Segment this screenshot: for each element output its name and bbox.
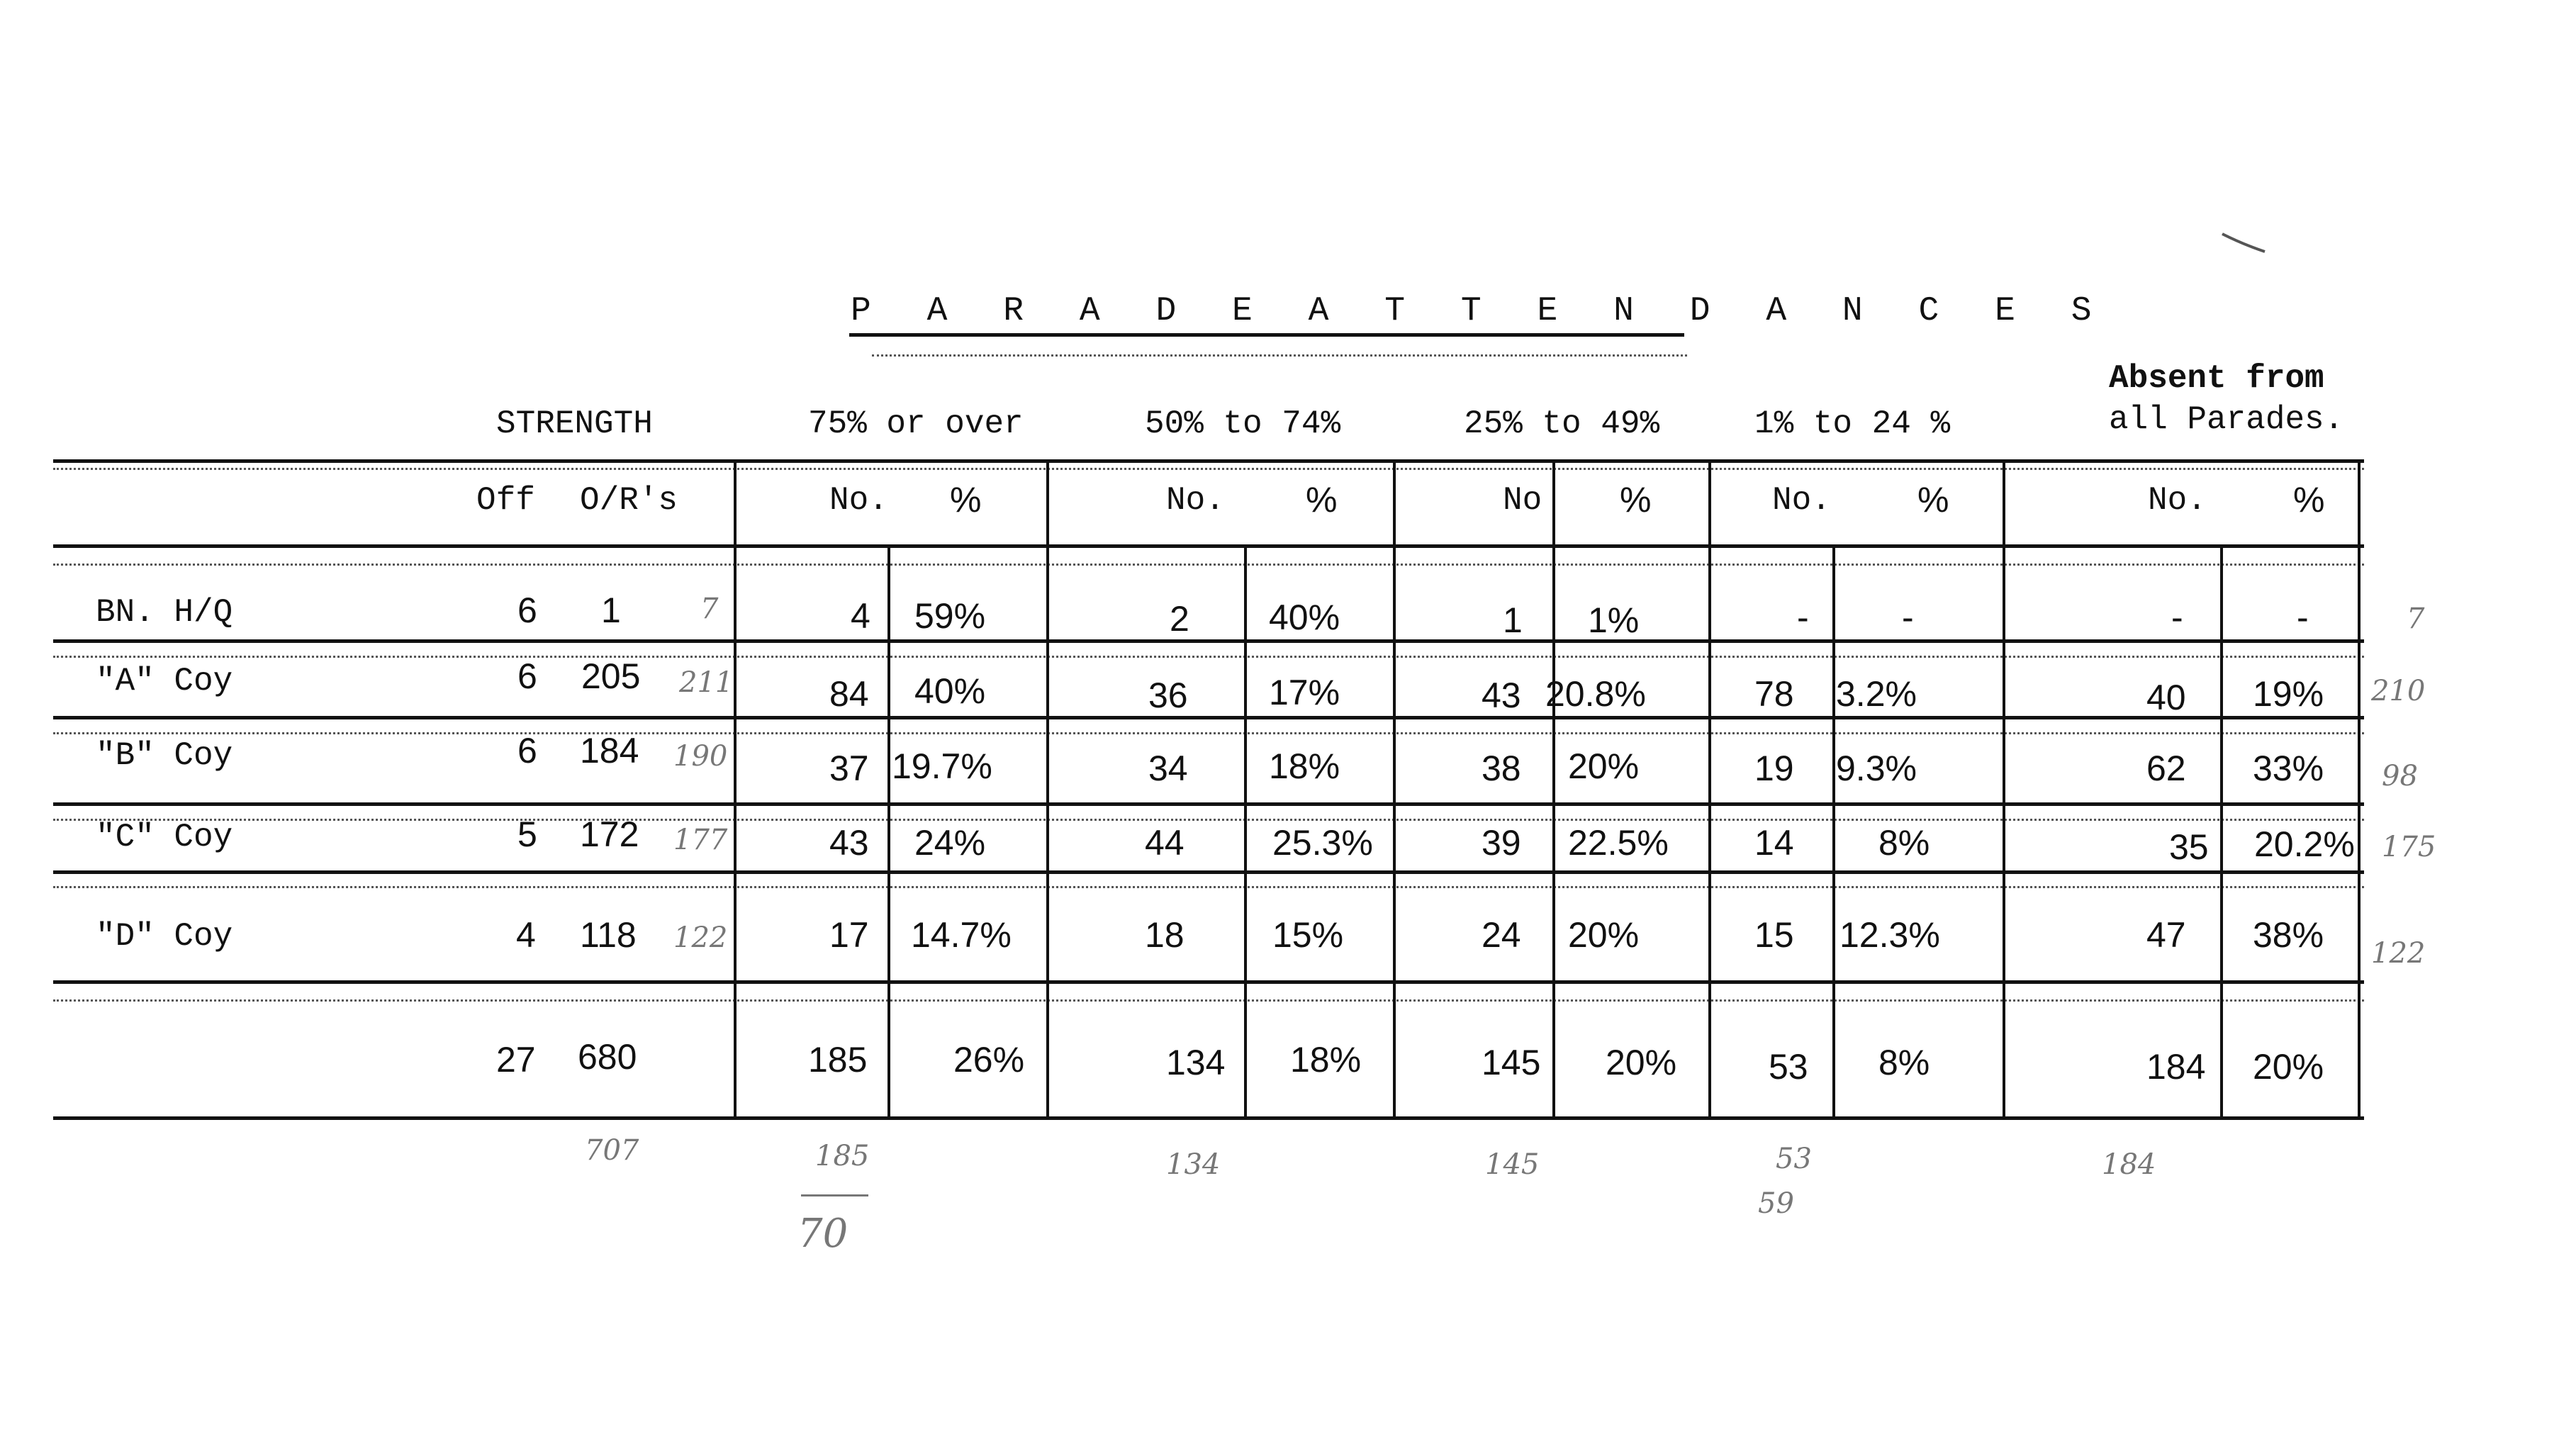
right-margin-note: 175 xyxy=(2382,831,2436,863)
cell-b3-pct: 20.8% xyxy=(1545,674,1646,714)
row-rule-1 xyxy=(53,639,2364,643)
cell-b4-no: - xyxy=(1797,598,1809,637)
cell-b1-no: 37 xyxy=(829,749,869,788)
header-absent-line2: all Parades. xyxy=(2109,401,2344,438)
col-rule-b2-split xyxy=(1244,546,1247,1119)
subheader-b3-pct: % xyxy=(1620,480,1652,520)
header-absent-line1: Absent from xyxy=(2109,360,2324,397)
cell-b2-no: 18 xyxy=(1145,915,1185,955)
cell-off: 5 xyxy=(517,814,537,854)
col-rule-b3 xyxy=(1708,459,1711,1119)
total-ab-pct: 20% xyxy=(2253,1047,2324,1087)
cell-b3-pct: 20% xyxy=(1568,915,1640,955)
cell-b3-no: 38 xyxy=(1482,749,1521,788)
title-dotted-rule xyxy=(872,354,1687,357)
pencil-total-b1: 185 xyxy=(815,1140,870,1172)
subheader-b4-pct: % xyxy=(1917,480,1949,520)
header-band-50-to-74: 50% to 74% xyxy=(1145,405,1341,442)
page-title: P A R A D E A T T E N D A N C E S xyxy=(851,292,2110,330)
pencil-total-absent: 184 xyxy=(2102,1148,2156,1181)
subheader-off: Off xyxy=(476,482,535,519)
col-rule-b1-split xyxy=(887,546,890,1119)
cell-ab-pct: - xyxy=(2297,598,2309,637)
cell-b2-no: 2 xyxy=(1170,599,1189,639)
cell-b3-no: 39 xyxy=(1482,823,1521,863)
row-label: "B" Coy xyxy=(96,737,233,774)
cell-b1-pct: 19.7% xyxy=(892,746,992,786)
cell-b2-pct: 17% xyxy=(1269,673,1340,712)
total-b2-pct: 18% xyxy=(1290,1040,1362,1080)
subheader-b1-pct: % xyxy=(950,480,982,520)
header-strength: STRENGTH xyxy=(496,405,653,442)
row-dotted-rule-0 xyxy=(53,564,2364,566)
cell-b4-pct: - xyxy=(1902,598,1914,637)
right-margin-note: 210 xyxy=(2371,675,2426,707)
cell-b3-pct: 1% xyxy=(1588,600,1640,640)
cell-off: 4 xyxy=(516,915,536,955)
right-margin-note: 98 xyxy=(2382,760,2418,792)
cell-b3-pct: 22.5% xyxy=(1568,823,1669,863)
cell-b1-no: 17 xyxy=(829,915,869,955)
total-b2-no: 134 xyxy=(1166,1043,1226,1082)
total-ab-no: 184 xyxy=(2146,1047,2206,1087)
total-b1-pct: 26% xyxy=(953,1040,1025,1080)
pencil-total-b4: 53 xyxy=(1776,1143,1812,1175)
row-dotted-rule-2 xyxy=(53,732,2364,734)
row-label: "C" Coy xyxy=(96,819,233,856)
subheader-b3-no: No xyxy=(1503,482,1542,519)
header-band-25-to-49: 25% to 49% xyxy=(1464,405,1660,442)
subheader-ab-pct: % xyxy=(2293,480,2325,520)
cell-ab-pct: 38% xyxy=(2253,915,2324,955)
cell-b2-pct: 18% xyxy=(1269,746,1340,786)
cell-b3-no: 43 xyxy=(1482,676,1521,715)
right-margin-note: 122 xyxy=(2371,937,2426,970)
subheader-b4-no: No. xyxy=(1772,482,1831,519)
header-band-1-to-24: 1% to 24 % xyxy=(1754,405,1951,442)
cell-off: 6 xyxy=(517,656,537,696)
cell-ab-pct: 19% xyxy=(2253,674,2324,714)
subheader-rule xyxy=(53,544,2364,548)
total-b4-pct: 8% xyxy=(1878,1043,1930,1082)
cell-ors: 1 xyxy=(601,590,621,630)
cell-ab-no: 35 xyxy=(2169,827,2209,867)
header-band-75-or-over: 75% or over xyxy=(808,405,1024,442)
row-dotted-rule-5 xyxy=(53,999,2364,1002)
cell-b1-pct: 14.7% xyxy=(911,915,1012,955)
cell-b3-no: 1 xyxy=(1503,600,1523,640)
cell-b2-no: 44 xyxy=(1145,823,1185,863)
title-underline xyxy=(849,333,1684,337)
col-rule-ab-split xyxy=(2220,546,2223,1119)
cell-b2-pct: 40% xyxy=(1269,598,1340,637)
col-rule-b4 xyxy=(2003,459,2005,1119)
cell-ab-no: - xyxy=(2171,598,2183,637)
total-ors: 680 xyxy=(578,1037,637,1077)
col-rule-b3-split xyxy=(1552,459,1555,1119)
pencil-total-b2: 134 xyxy=(1166,1148,1221,1181)
margin-note: 177 xyxy=(673,824,728,856)
row-dotted-rule-3 xyxy=(53,819,2364,821)
col-rule-strength xyxy=(734,459,737,1119)
subheader-b2-no: No. xyxy=(1166,482,1225,519)
right-margin-note: 7 xyxy=(2407,603,2425,635)
subheader-ab-no: No. xyxy=(2148,482,2207,519)
row-label: "D" Coy xyxy=(96,918,233,955)
table-top-dotted-rule xyxy=(53,468,2364,470)
cell-ors: 118 xyxy=(580,915,637,955)
row-rule-4 xyxy=(53,870,2364,874)
pencil-sum-b1: 70 xyxy=(797,1211,849,1257)
cell-b1-pct: 59% xyxy=(914,596,986,636)
col-rule-b1 xyxy=(1046,459,1049,1119)
total-b3-pct: 20% xyxy=(1606,1043,1677,1082)
cell-ors: 172 xyxy=(580,814,639,854)
cell-ab-pct: 20.2% xyxy=(2254,824,2355,864)
table-top-rule xyxy=(53,459,2364,463)
row-label: "A" Coy xyxy=(96,663,233,700)
cell-b4-pct: 3.2% xyxy=(1836,674,1917,714)
cell-b1-no: 84 xyxy=(829,674,869,714)
cell-b4-pct: 9.3% xyxy=(1836,749,1917,788)
cell-b3-no: 24 xyxy=(1482,915,1521,955)
row-rule-5 xyxy=(53,980,2364,984)
col-rule-right xyxy=(2358,459,2361,1119)
cell-b4-no: 78 xyxy=(1754,674,1794,714)
cell-off: 6 xyxy=(517,590,537,630)
pencil-mark-icon xyxy=(2219,227,2268,255)
table-bottom-rule xyxy=(53,1116,2364,1120)
cell-b4-pct: 8% xyxy=(1878,823,1930,863)
col-rule-b4-split xyxy=(1832,546,1835,1119)
pencil-total-b4-alt: 59 xyxy=(1758,1187,1794,1220)
cell-ab-no: 62 xyxy=(2146,749,2186,788)
pencil-sum-rule xyxy=(801,1194,868,1197)
total-b1-no: 185 xyxy=(808,1040,868,1080)
cell-ab-no: 47 xyxy=(2146,915,2186,955)
cell-b4-no: 15 xyxy=(1754,915,1794,955)
cell-b2-no: 34 xyxy=(1148,749,1188,788)
cell-b1-pct: 40% xyxy=(914,671,986,711)
pencil-total-b3: 145 xyxy=(1485,1148,1540,1181)
cell-ors: 205 xyxy=(581,656,641,696)
cell-b1-no: 4 xyxy=(851,596,870,636)
row-dotted-rule-4 xyxy=(53,886,2364,888)
margin-note: 7 xyxy=(700,593,719,625)
row-rule-3 xyxy=(53,802,2364,806)
cell-b3-pct: 20% xyxy=(1568,746,1640,786)
total-b4-no: 53 xyxy=(1769,1047,1808,1087)
pencil-total-strength: 707 xyxy=(585,1134,639,1167)
cell-ab-no: 40 xyxy=(2146,678,2186,717)
cell-b4-no: 14 xyxy=(1754,823,1794,863)
row-label: BN. H/Q xyxy=(96,594,233,631)
cell-b4-no: 19 xyxy=(1754,749,1794,788)
cell-b2-pct: 25.3% xyxy=(1272,823,1373,863)
cell-ab-pct: 33% xyxy=(2253,749,2324,788)
margin-note: 211 xyxy=(679,666,734,699)
total-off: 27 xyxy=(496,1040,536,1080)
subheader-ors: O/R's xyxy=(580,482,678,519)
margin-note: 122 xyxy=(673,921,728,954)
row-rule-2 xyxy=(53,716,2364,719)
margin-note: 190 xyxy=(673,740,728,773)
col-rule-b2 xyxy=(1393,459,1396,1119)
cell-b1-pct: 24% xyxy=(914,823,986,863)
cell-b1-no: 43 xyxy=(829,823,869,863)
subheader-b1-no: No. xyxy=(829,482,888,519)
row-dotted-rule-1 xyxy=(53,656,2364,658)
cell-off: 6 xyxy=(517,731,537,770)
cell-b2-no: 36 xyxy=(1148,676,1188,715)
total-b3-no: 145 xyxy=(1482,1043,1541,1082)
cell-ors: 184 xyxy=(580,731,639,770)
subheader-b2-pct: % xyxy=(1306,480,1338,520)
cell-b2-pct: 15% xyxy=(1272,915,1344,955)
cell-b4-pct: 12.3% xyxy=(1839,915,1940,955)
